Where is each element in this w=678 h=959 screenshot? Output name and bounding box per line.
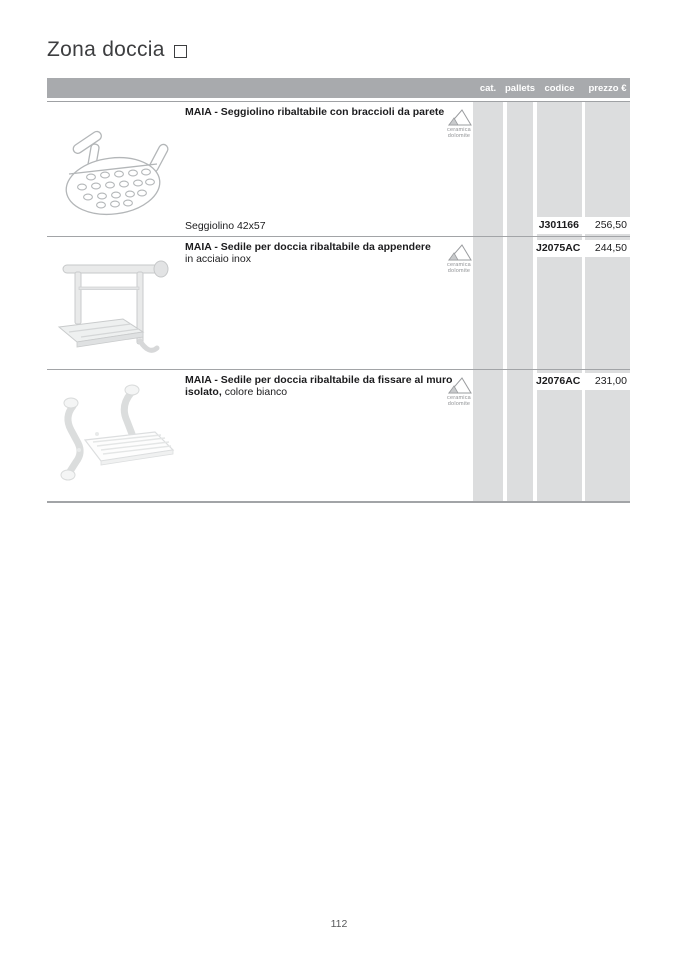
brand-logo [441, 108, 477, 139]
product-title: MAIA - Seggiolino ribaltabile con braccioli da parete [185, 106, 445, 118]
product-price: 256,50 [584, 217, 631, 234]
brand-logo [441, 243, 477, 274]
product-image-sedile-muro [51, 376, 179, 503]
brand-triangle-icon [445, 243, 473, 262]
product-image-sedile-appendere [53, 245, 177, 368]
product-code: J2076AC [536, 373, 583, 390]
product-image-seggiolino-parete [51, 114, 181, 229]
brand-logo [441, 376, 477, 407]
product-description [185, 375, 475, 398]
product-subtitle: in acciaio inox [185, 252, 251, 265]
table-row [47, 102, 630, 237]
header-prezzo: prezzo € [588, 83, 627, 94]
table-header [47, 78, 630, 98]
product-description [185, 242, 475, 265]
product-price: 231,00 [584, 373, 631, 390]
product-subtitle-bold: isolato, [185, 385, 222, 398]
header-codice: codice [544, 83, 575, 94]
product-code: J2075AC [536, 240, 583, 257]
product-description [185, 107, 475, 119]
product-code: J301166 [536, 217, 583, 234]
table-body [47, 101, 630, 503]
page-title [47, 38, 187, 62]
brand-triangle-icon [445, 376, 473, 395]
product-subtitle: colore bianco [224, 385, 288, 398]
brand-triangle-icon [445, 108, 473, 127]
brand-name-line1: ceramica [447, 395, 471, 401]
header-cat: cat. [479, 83, 497, 94]
product-title: MAIA - Sedile per doccia ribaltabile da appendere [185, 241, 431, 253]
product-price: 244,50 [584, 240, 631, 257]
square-icon [174, 45, 187, 58]
brand-name-line2: dolomite [447, 401, 471, 407]
brand-name-line2: dolomite [447, 268, 471, 274]
brand-name-line1: ceramica [447, 262, 471, 268]
product-table [47, 78, 630, 503]
table-row [47, 237, 630, 370]
page-number: 112 [330, 918, 348, 930]
header-pallets: pallets [505, 83, 536, 94]
table-row [47, 370, 630, 501]
page-title-text: Zona doccia [47, 38, 165, 61]
brand-name-line1: ceramica [447, 127, 471, 133]
variant-label: Seggiolino 42x57 [185, 220, 266, 232]
brand-name-line2: dolomite [447, 133, 471, 139]
product-title: MAIA - Sedile per doccia ribaltabile da fissare al muro [185, 374, 453, 386]
